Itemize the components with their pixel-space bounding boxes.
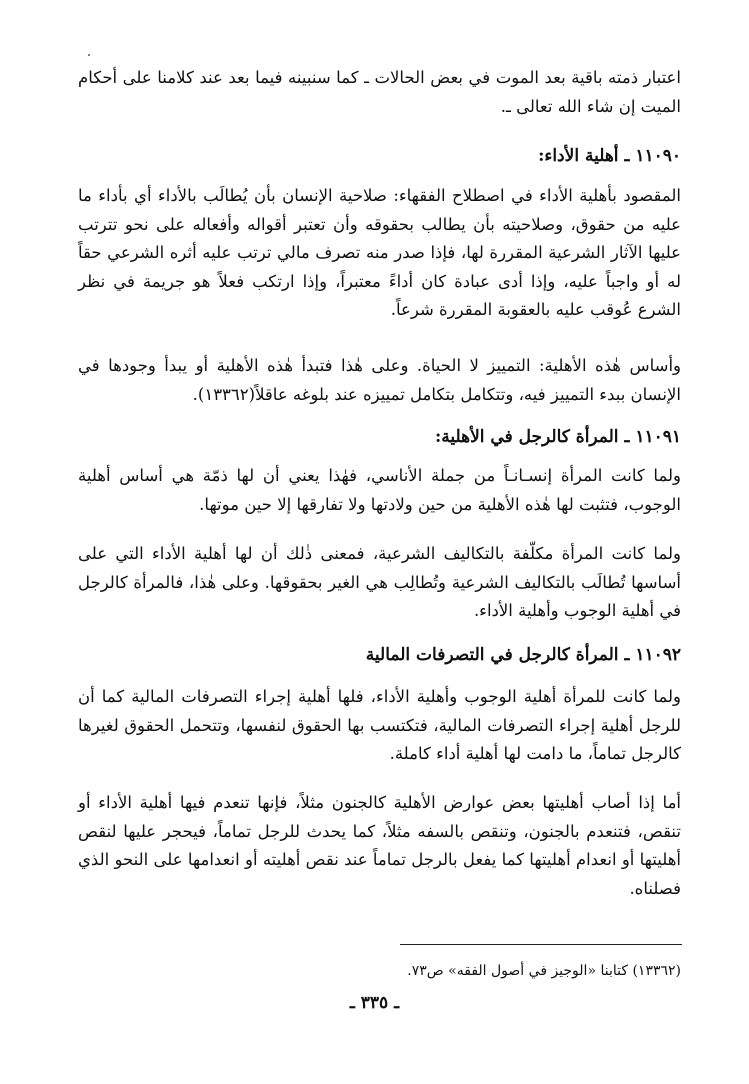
paragraph-woman-dhimma: ولما كانت المرأة إنسـانـاً من جملة الأناسي، فهٰذا يعني أن لها ذمّة هي أساس أهلية الوجوب، فتثبت لها هٰذه الأهلية من حين ولادتها ولا تفارقها إلا حين موتها.: [78, 466, 681, 514]
section-heading-11091: ١١٠٩١ ـ المرأة كالرجل في الأهلية:: [434, 427, 681, 447]
footnote-13362: (١٣٣٦٢) كتابنا «الوجيز في أصول الفقه» ص٧٣.: [407, 963, 681, 979]
paragraph-incapacity: أما إذا أصاب أهليتها بعض عوارض الأهلية كالجنون مثلاً، فإنها تنعدم فيها أهلية الأداء أو تنقص، فتنعدم بالجنون، وتنقص بالسفه مثلاً، كما يحدث للرجل تماماً، فيحجر عليها لنقص أهليتها أو انعدام أهليتها كما يفعل بالرجل تماماً عند نقص أهليته أو انعدامها على النحو الذي فصلناه.: [78, 793, 681, 898]
paragraph-intro: اعتبار ذمته باقية بعد الموت في بعض الحالات ـ كما سنبينه فيما بعد عند كلامنا على أحكام الميت إن شاء الله تعالى ـ.: [78, 68, 681, 116]
section-heading-11090: ١١٠٩٠ ـ أهلية الأداء:: [538, 146, 681, 166]
scan-speck: [88, 54, 90, 56]
section-heading-11092: ١١٠٩٢ ـ المرأة كالرجل في التصرفات المالية: [365, 645, 681, 665]
paragraph-ahliyyat-basis: وأساس هٰذه الأهلية: التمييز لا الحياة. وعلى هٰذا فتبدأ هٰذه الأهلية أو يبدأ وجودها في الإنسان ببدء التمييز فيه، وتتكامل بتكامل تمييزه عند بلوغه عاقلاً(١٣٣٦٢).: [78, 356, 681, 404]
page-number: ـ ٣٣٥ ـ: [349, 993, 400, 1013]
paragraph-woman-taklif: ولما كانت المرأة مكلّفة بالتكاليف الشرعية، فمعنى ذٰلك أن لها أهلية الأداء التي على أساسها تُطالَب بالتكاليف الشرعية وتُطالِب هي الغير بحقوقها. وعلى هٰذا، فالمرأة كالرجل في أهلية الوجوب وأهلية الأداء.: [78, 544, 681, 620]
paragraph-ahliyyat-al-ada-definition: المقصود بأهلية الأداء في اصطلاح الفقهاء: صلاحية الإنسان بأن يُطالَب بالأداء أي بأداء ما عليه من حقوق، وصلاحيته بأن يطالب بحقوقه وأن تعتبر أقواله وأفعاله على نحو تترتب عليها الآثار الشرعية المقررة لها، فإذا صدر منه تصرف مالي ترتب عليه أثره الشرعي حقاً له أو واجباً عليه، وإذا أدى عبادة كان أداءً معتبراً، وإذا ارتكب فعلاً هو جريمة في نظر الشرع عُوقب عليه بالعقوبة المقررة شرعاً.: [78, 186, 681, 319]
paragraph-woman-financial: ولما كانت للمرأة أهلية الوجوب وأهلية الأداء، فلها أهلية إجراء التصرفات المالية كما أن للرجل أهلية إجراء التصرفات المالية، فتكتسب بها الحقوق لنفسها، وتتحمل الحقوق لغيرها كالرجل تماماً، ما دامت لها أهلية أداء كاملة.: [78, 687, 681, 763]
footnote-divider: [400, 944, 682, 945]
